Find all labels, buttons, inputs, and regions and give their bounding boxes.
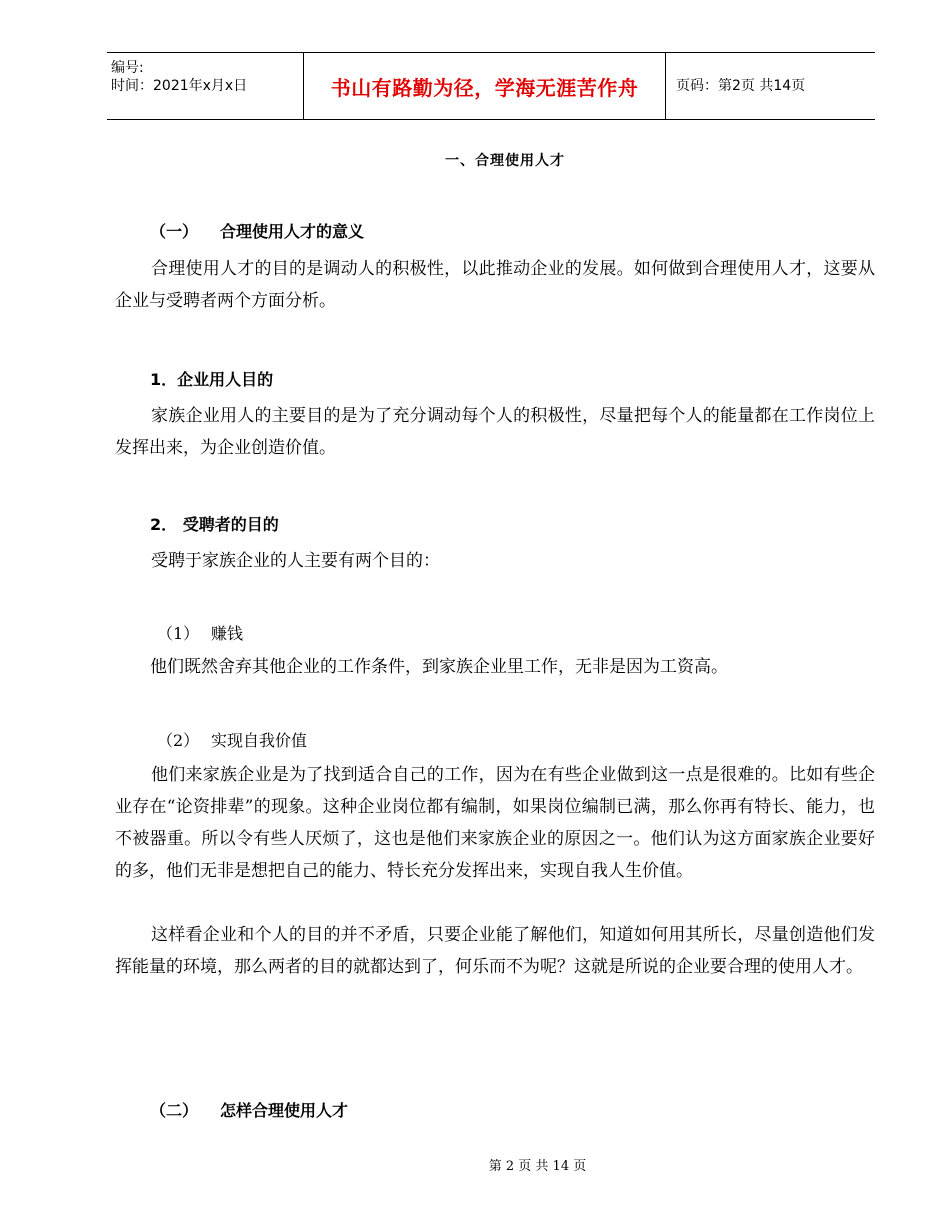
- header-meta-cell: [107, 53, 304, 119]
- item2-title: 2． 受聘者的目的: [150, 515, 279, 534]
- page-info: 页码：第2页 共14页: [676, 78, 806, 94]
- part1-heading: [150, 222, 364, 242]
- conclusion-text: 这样看企业和个人的目的并不矛盾，只要企业能了解他们，知道如何用其所长，尽量创造他们发挥能量的环境，那么两者的目的就都达到了，何乐而不为呢？这就是所说的企业要合理的使用人才。: [115, 925, 875, 977]
- page-header: [107, 52, 875, 120]
- date-label: 时间：2021年x月x日: [111, 78, 248, 94]
- motto-text: 书山有路勤为径，学海无涯苦作舟: [330, 76, 639, 100]
- part2-label: （二）: [150, 1101, 199, 1120]
- sub2-label: （2）: [157, 731, 200, 750]
- serial-number-label: 编号:: [111, 60, 144, 76]
- sub1-label: （1）: [157, 624, 200, 643]
- page-footer: 第 2 页 共 14 页: [488, 1159, 587, 1174]
- sub2-title: 实现自我价值: [211, 731, 308, 750]
- sub2-text: 他们来家族企业是为了找到适合自己的工作，因为在有些企业做到这一点是很难的。比如有些企业存在“论资排辈”的现象。这种企业岗位都有编制，如果岗位编制已满，那么你再有特长、能力，也不被器重。所以令有些人厌烦了，这也是他们来家族企业的原因之一。他们认为这方面家族企业要好的多，他们无非是想把自己的能力、特长充分发挥出来，实现自我人生价值。: [115, 765, 875, 881]
- header-motto-cell: [304, 53, 666, 119]
- sub2-heading: [157, 731, 307, 751]
- part1-title: 合理使用人才的意义: [220, 222, 365, 241]
- section-title: 一、合理使用人才: [445, 153, 565, 169]
- sub1-title: 赚钱: [211, 624, 244, 643]
- part2-title: 怎样合理使用人才: [220, 1101, 349, 1120]
- sub1-heading: [157, 624, 243, 644]
- item2-text: 受聘于家族企业的人主要有两个目的：: [151, 551, 440, 571]
- header-page-cell: [666, 53, 875, 119]
- item1-title: 1．企业用人目的: [150, 370, 274, 389]
- sub1-text: 他们既然舍弃其他企业的工作条件，到家族企业里工作，无非是因为工资高。: [150, 657, 728, 677]
- part1-intro: 合理使用人才的目的是调动人的积极性，以此推动企业的发展。如何做到合理使用人才，这要从企业与受聘者两个方面分析。: [115, 259, 875, 311]
- part2-heading: [150, 1101, 348, 1121]
- part1-label: （一）: [150, 222, 199, 241]
- item1-text: 家族企业用人的主要目的是为了充分调动每个人的积极性，尽量把每个人的能量都在工作岗位上发挥出来，为企业创造价值。: [115, 406, 875, 458]
